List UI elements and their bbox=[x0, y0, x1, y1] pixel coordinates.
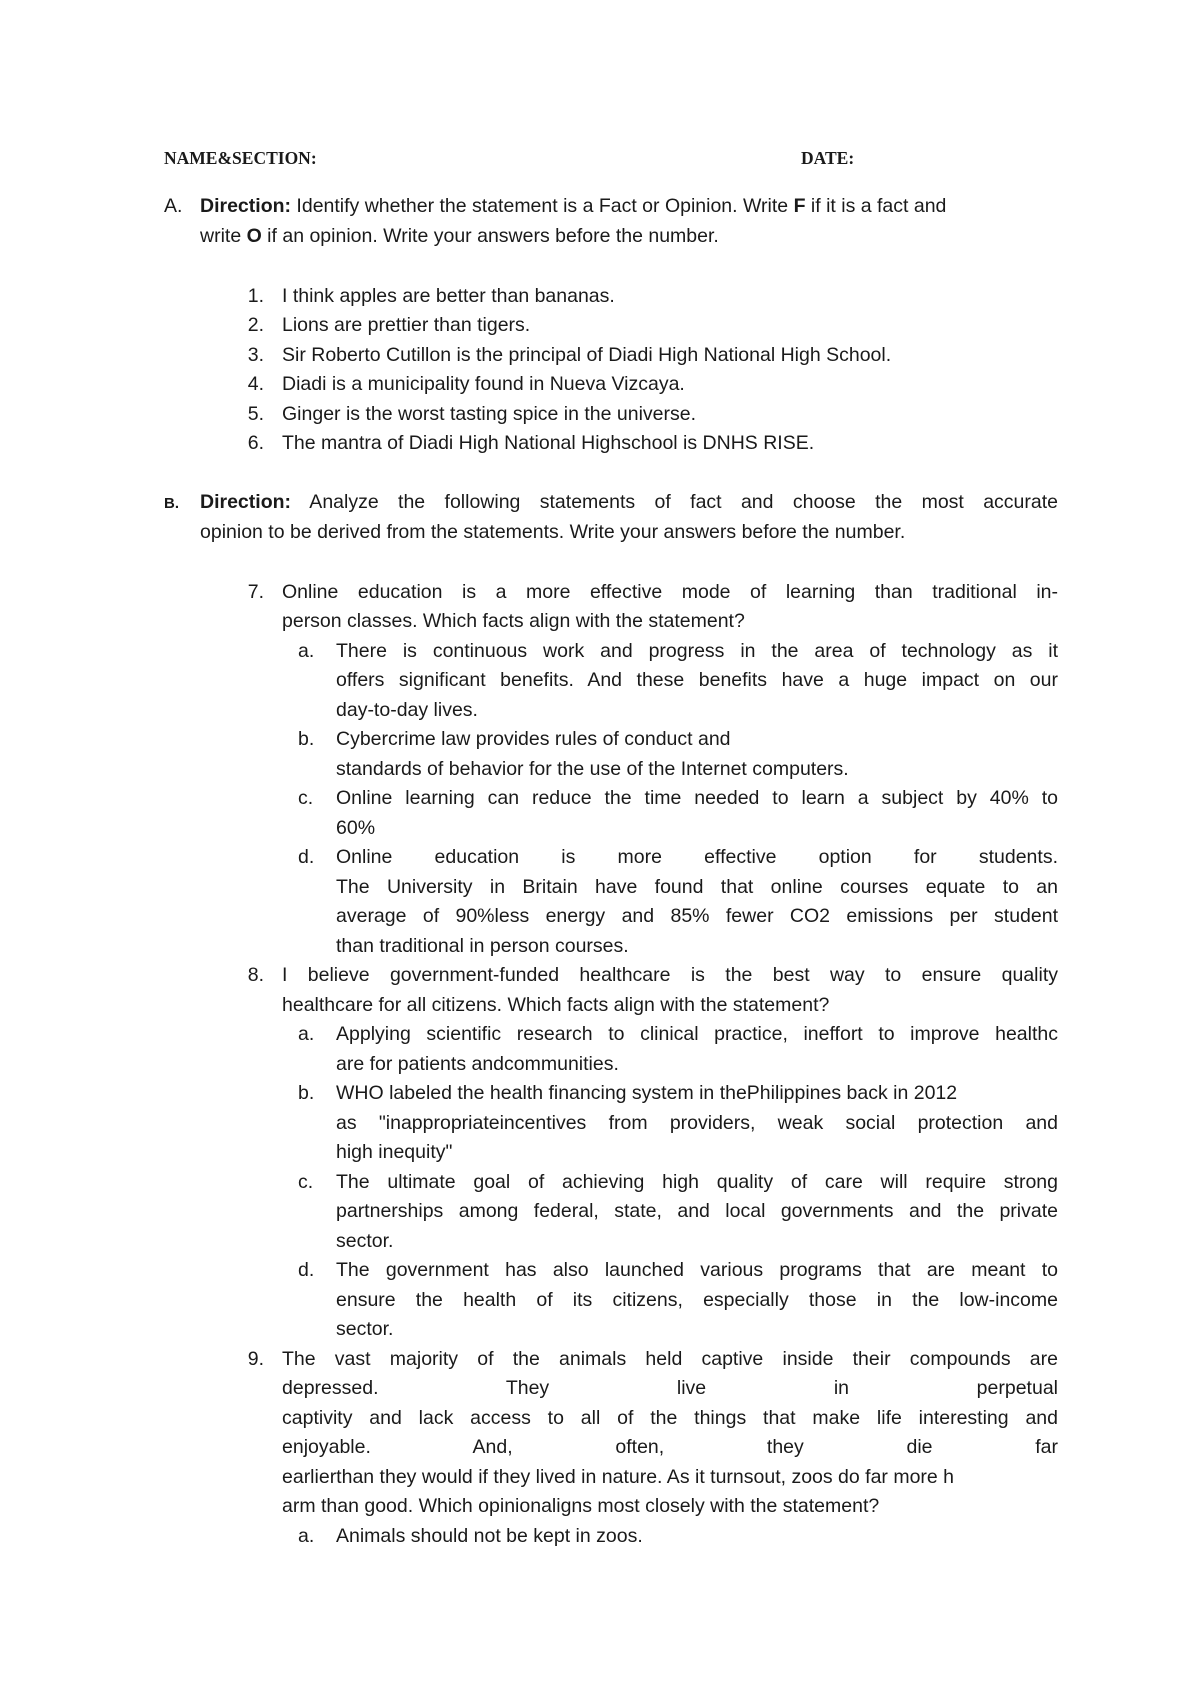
option-text-line: sector. bbox=[336, 1230, 394, 1252]
option-letter: a. bbox=[298, 640, 315, 662]
option-text-line: day-to-day lives. bbox=[336, 699, 478, 721]
item-number: 5. bbox=[247, 403, 264, 425]
option-text-line: 60% bbox=[336, 817, 376, 839]
option-text-line: Online learning can reduce the time needed to learn a subject by 40% to bbox=[336, 787, 1058, 809]
option-text-line: Online education is more effective option for students. bbox=[336, 846, 1058, 868]
section-a-direction-line-1 bbox=[200, 192, 946, 221]
option-letter: a. bbox=[298, 1525, 315, 1547]
section-a-line2-head: write bbox=[200, 225, 247, 247]
question-text-line: person classes. Which facts align with the statement? bbox=[282, 610, 745, 632]
name-section-label: NAME&SECTION: bbox=[164, 148, 317, 168]
list-item: Lions are prettier than tigers. bbox=[282, 314, 531, 336]
date-label: DATE: bbox=[801, 148, 855, 168]
option-text-line: The government has also launched various programs that are meant to bbox=[336, 1259, 1058, 1281]
item-number: 2. bbox=[247, 314, 264, 336]
item-number: 4. bbox=[247, 373, 264, 395]
question-text-line: arm than good. Which opinionaligns most closely with the statement? bbox=[282, 1495, 880, 1517]
option-text-line: offers significant benefits. And these benefits have a huge impact on our bbox=[336, 669, 1058, 691]
section-a-direction-text: Identify whether the statement is a Fact or Opinion. Write bbox=[291, 195, 794, 217]
option-letter: b. bbox=[298, 1082, 315, 1104]
item-number: 6. bbox=[247, 432, 264, 454]
option-letter: a. bbox=[298, 1023, 315, 1045]
option-text-line: Cybercrime law provides rules of conduct and bbox=[336, 728, 731, 750]
option-text-line: Animals should not be kept in zoos. bbox=[336, 1525, 643, 1547]
list-item: Sir Roberto Cutillon is the principal of Diadi High National High School. bbox=[282, 344, 892, 366]
option-text-line: There is continuous work and progress in the area of technology as it bbox=[336, 640, 1058, 662]
option-text-line: partnerships among federal, state, and local governments and the private bbox=[336, 1200, 1058, 1222]
option-letter: c. bbox=[298, 1171, 314, 1193]
item-number: 3. bbox=[247, 344, 264, 366]
opinion-letter: O bbox=[246, 225, 262, 247]
question-text-line: The vast majority of the animals held captive inside their compounds are bbox=[282, 1348, 1058, 1370]
question-text-line: healthcare for all citizens. Which facts align with the statement? bbox=[282, 994, 830, 1016]
option-text-line: The University in Britain have found that online courses equate to an bbox=[336, 876, 1058, 898]
section-b-direction-line-2: opinion to be derived from the statements. Write your answers before the number. bbox=[200, 521, 906, 543]
question-number: 8. bbox=[247, 964, 264, 986]
section-b-marker: B. bbox=[164, 495, 179, 512]
section-a-direction-line-2 bbox=[200, 222, 719, 251]
option-text-line: WHO labeled the health financing system in thePhilippines back in 2012 bbox=[336, 1082, 958, 1104]
question-text-line: I believe government-funded healthcare is the best way to ensure quality bbox=[282, 964, 1058, 986]
section-a-direction-tail: if it is a fact and bbox=[805, 195, 947, 217]
option-text-line: average of 90%less energy and 85% fewer CO2 emissions per student bbox=[336, 905, 1058, 927]
question-number: 9. bbox=[247, 1348, 264, 1370]
option-text-line: sector. bbox=[336, 1318, 394, 1340]
option-letter: d. bbox=[298, 1259, 315, 1281]
option-text-line: are for patients andcommunities. bbox=[336, 1053, 619, 1075]
question-text-line: depressed. They live in perpetual bbox=[282, 1377, 1058, 1399]
fact-letter: F bbox=[793, 195, 806, 217]
item-number: 1. bbox=[247, 285, 264, 307]
section-b-direction-text: Analyze the following statements of fact and choose the most accurate bbox=[291, 491, 1058, 513]
question-text-line: Online education is a more effective mode of learning than traditional in- bbox=[282, 581, 1058, 603]
option-text-line: Applying scientific research to clinical practice, ineffort to improve healthc bbox=[336, 1023, 1058, 1045]
option-letter: d. bbox=[298, 846, 315, 868]
option-text-line: ensure the health of its citizens, especially those in the low-income bbox=[336, 1289, 1058, 1311]
question-text-line: enjoyable. And, often, they die far bbox=[282, 1436, 1058, 1458]
list-item: Diadi is a municipality found in Nueva Vizcaya. bbox=[282, 373, 685, 395]
option-text-line: The ultimate goal of achieving high quality of care will require strong bbox=[336, 1171, 1058, 1193]
list-item: The mantra of Diadi High National Highschool is DNHS RISE. bbox=[282, 432, 815, 454]
option-text-line: than traditional in person courses. bbox=[336, 935, 629, 957]
question-text-line: captivity and lack access to all of the things that make life interesting and bbox=[282, 1407, 1058, 1429]
question-number: 7. bbox=[247, 581, 264, 603]
list-item: Ginger is the worst tasting spice in the universe. bbox=[282, 403, 697, 425]
list-item: I think apples are better than bananas. bbox=[282, 285, 615, 307]
section-a-line2-tail: if an opinion. Write your answers before the number. bbox=[261, 225, 719, 247]
section-a-marker: A. bbox=[164, 195, 183, 217]
section-a-direction-label: Direction: bbox=[200, 195, 292, 217]
section-b-direction-label: Direction: bbox=[200, 491, 292, 513]
option-text-line: as "inappropriateincentives from providers, weak social protection and bbox=[336, 1112, 1058, 1134]
worksheet-header bbox=[164, 148, 1064, 174]
option-text-line: standards of behavior for the use of the Internet computers. bbox=[336, 758, 849, 780]
option-text-line: high inequity" bbox=[336, 1141, 453, 1163]
section-b-direction-line-1 bbox=[200, 488, 1058, 517]
question-text-line: earlierthan they would if they lived in nature. As it turnsout, zoos do far more h bbox=[282, 1466, 955, 1488]
option-letter: b. bbox=[298, 728, 315, 750]
option-letter: c. bbox=[298, 787, 314, 809]
